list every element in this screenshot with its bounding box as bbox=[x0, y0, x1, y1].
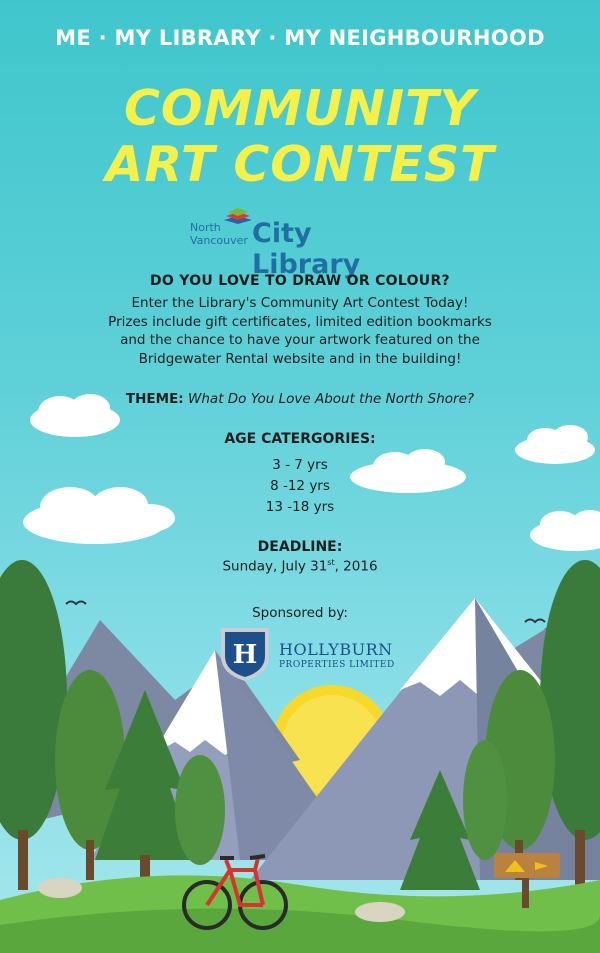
poster-title-line1: COMMUNITY bbox=[123, 80, 477, 137]
intro-text bbox=[0, 294, 600, 368]
deadline-ordinal: st bbox=[327, 558, 335, 567]
deadline-value bbox=[0, 558, 600, 575]
age-group: 13 -18 yrs bbox=[265, 499, 335, 515]
theme-label: THEME: bbox=[125, 391, 184, 407]
library-logo bbox=[188, 206, 418, 280]
sponsor-label: Sponsored by: bbox=[252, 605, 348, 621]
sponsor-name: HOLLYBURN bbox=[279, 640, 393, 659]
deadline-date: Sunday, July 31 bbox=[222, 558, 328, 575]
intro-line: Prizes include gift certificates, limited edition bookmarks bbox=[108, 313, 492, 330]
library-logo-name: City Library bbox=[252, 218, 361, 280]
age-list bbox=[0, 455, 600, 518]
intro-line: and the chance to have your artwork featured on the bbox=[120, 332, 480, 348]
poster-tagline: ME · MY LIBRARY · MY NEIGHBOURHOOD bbox=[55, 26, 545, 50]
poster-title-line2: ART CONTEST bbox=[105, 136, 495, 193]
intro-line: Enter the Library's Community Art Contest Today! bbox=[131, 295, 469, 311]
intro-line: Bridgewater Rental website and in the building! bbox=[138, 350, 462, 367]
sponsor-subtitle: PROPERTIES LIMITED bbox=[279, 660, 395, 670]
sponsor-logo bbox=[219, 626, 399, 682]
age-group: 8 -12 yrs bbox=[270, 478, 330, 494]
library-logo-vancouver: Vancouver bbox=[190, 234, 248, 247]
deadline-year: , 2016 bbox=[334, 558, 378, 575]
age-group: 3 - 7 yrs bbox=[272, 457, 328, 473]
theme-line bbox=[0, 391, 600, 407]
library-logo-north: North bbox=[190, 221, 221, 234]
deadline-heading: DEADLINE: bbox=[257, 539, 343, 555]
shield-icon bbox=[219, 626, 271, 682]
sponsor-monogram: H bbox=[232, 640, 258, 670]
books-stack-icon bbox=[224, 206, 254, 226]
theme-value: What Do You Love About the North Shore? bbox=[188, 391, 475, 407]
question-heading: DO YOU LOVE TO DRAW OR COLOUR? bbox=[150, 273, 450, 289]
age-heading: AGE CATERGORIES: bbox=[224, 431, 376, 447]
